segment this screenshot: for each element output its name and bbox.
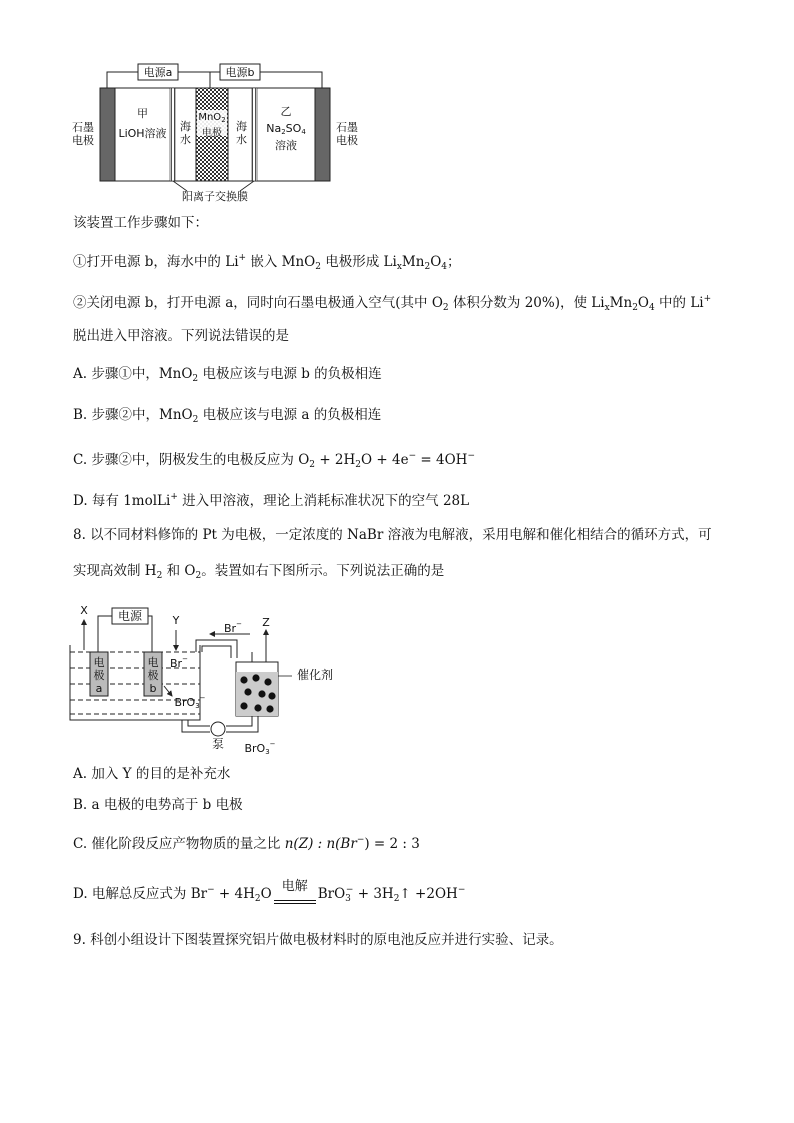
right-electrode-label: 石墨 电极 [336, 121, 358, 147]
source-b-label: 电源b [225, 66, 255, 79]
electrode-a-label: 电 极 a [93, 656, 105, 695]
q8-option-c: C. 催化阶段反应产物物质的量之比 n(Z) : n(Br−) = 2 : 3 [73, 835, 420, 852]
q7-option-b: B. 步骤②中，MnO$_2$ 电极应该与电源 a 的负极相连 [73, 407, 382, 425]
label-bro3-tank: BrO$_3$− [174, 694, 206, 710]
q7-option-a: A. 步骤①中，MnO$_2$ 电极应该与电源 b 的负极相连 [73, 366, 382, 384]
label-z: Z [262, 616, 270, 629]
pump [211, 722, 225, 736]
membrane-label: 阳离子交换膜 [182, 190, 248, 203]
q7-intro: 该装置工作步骤如下： [73, 215, 208, 231]
q8-stem-line1: 8. 以不同材料修饰的 Pt 为电极，一定浓度的 NaBr 溶液为电解液，采用电解和催化相结合的循环方式，可 [73, 527, 712, 543]
seawater-right-label: 海 水 [236, 120, 247, 146]
label-br-tank: Br− [170, 655, 188, 670]
figure-electrolysis-catalysis-loop [60, 590, 360, 755]
q8-option-d: D. 电解总反应式为 $Br^- + 4H_2O$ 电解 $BrO_3^- + 3H_2↑ +2OH^-$ [73, 880, 465, 909]
label-catalyst: 催化剂 [296, 668, 333, 682]
fig2-source-label: 电源 [117, 609, 142, 623]
left-electrode-label: 石墨 电极 [72, 121, 94, 147]
q9-stem: 9. 科创小组设计下图装置探究铝片做电极材料时的原电池反应并进行实验、记录。 [73, 932, 563, 948]
electrolysis-condition-arrow: 电解 [272, 889, 318, 909]
right-graphite-electrode [315, 88, 330, 181]
source-a-label: 电源a [143, 66, 173, 79]
mno2-electrode-label: MnO$_2$ 电极 [198, 112, 226, 139]
q8-option-b: B. a 电极的电势高于 b 电极 [73, 797, 243, 813]
electrode-b-label: 电 极 b [147, 656, 159, 695]
label-x: X [80, 604, 88, 617]
label-pump: 泵 [211, 737, 224, 751]
figure-electrolysis-cell [60, 55, 380, 205]
chamber-jia-label: 甲 LiOH溶液 [118, 107, 167, 140]
label-bro3-bottom: BrO$_3$− [244, 740, 276, 756]
label-y: Y [172, 614, 180, 627]
q7-step1: ①打开电源 b，海水中的 Li+ 嵌入 MnO$_2$ 电极形成 $Li_xMn_2O_4$； [73, 253, 461, 272]
chamber-yi-label: 乙 $Na_2SO_4$ 溶液 [266, 105, 306, 152]
seawater-left-label: 海 水 [180, 120, 191, 146]
left-graphite-electrode [100, 88, 115, 181]
q7-option-d: D. 每有 1molLi+ 进入甲溶液，理论上消耗标准状况下的空气 28L [73, 492, 470, 509]
q7-step2: ②关闭电源 b，打开电源 a，同时向石墨电极通入空气(其中 $O_2$ 体积分数为 20%)，使 $Li_xMn_2O_4$ 中的 Li+ [73, 294, 712, 313]
q8-option-a: A. 加入 Y 的目的是补充水 [73, 766, 231, 782]
q8-stem-line2: 实现高效制 $H_2$ 和 $O_2$。装置如右下图所示。下列说法正确的是 [73, 563, 445, 581]
label-br-top: Br− [224, 620, 242, 635]
q7-option-c: C. 步骤②中，阴极发生的电极反应为 $O_2 + 2H_2O + 4e^- = 4OH^-$ [73, 451, 475, 470]
q7-step2-cont: 脱出进入甲溶液。下列说法错误的是 [73, 328, 289, 344]
